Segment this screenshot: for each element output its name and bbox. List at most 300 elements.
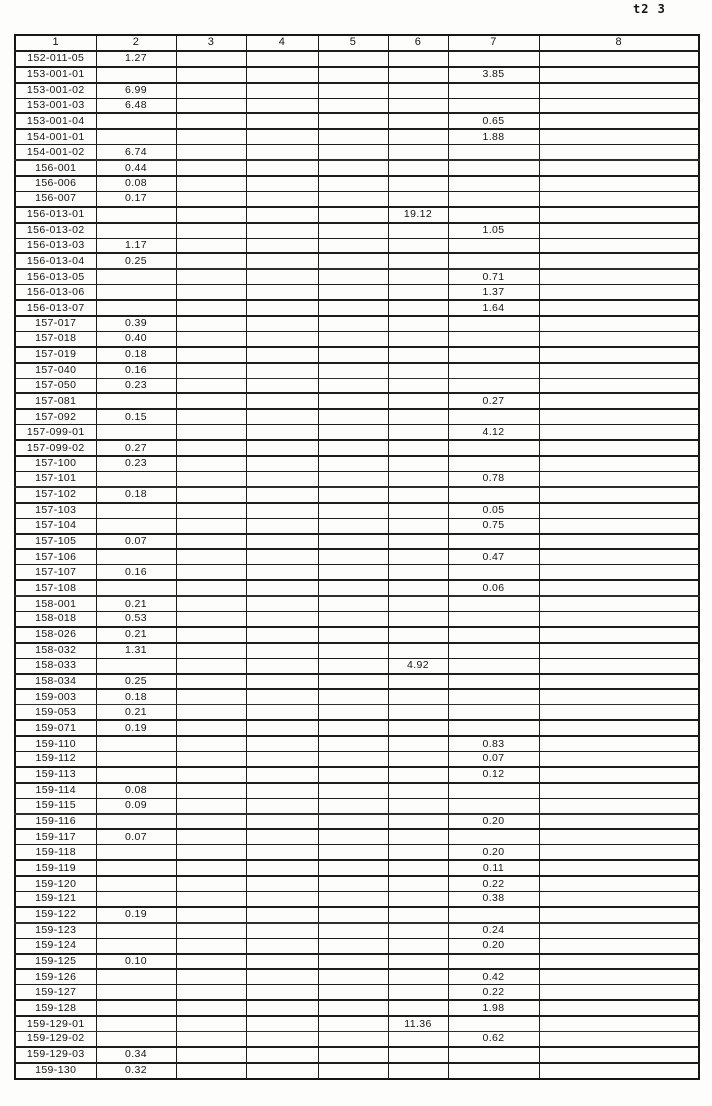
row-id-cell: 159-122: [15, 907, 96, 923]
value-cell: [539, 876, 699, 891]
value-cell: 0.09: [96, 798, 176, 813]
value-cell: [246, 409, 318, 424]
value-cell: [388, 1063, 448, 1079]
value-cell: [96, 549, 176, 564]
value-cell: [318, 860, 388, 876]
value-cell: [176, 347, 246, 363]
value-cell: [318, 440, 388, 456]
value-cell: [176, 409, 246, 424]
value-cell: [318, 938, 388, 953]
row-id-cell: 156-013-04: [15, 253, 96, 269]
value-cell: [388, 363, 448, 378]
value-cell: [539, 907, 699, 923]
table-row: [15, 98, 699, 113]
value-cell: [246, 83, 318, 98]
table-row: [15, 783, 699, 798]
value-cell: [318, 409, 388, 424]
value-cell: [448, 83, 539, 98]
row-id-cell: 159-118: [15, 845, 96, 860]
value-cell: [246, 814, 318, 830]
table-row: [15, 223, 699, 238]
value-cell: [388, 331, 448, 346]
value-cell: 6.99: [96, 83, 176, 98]
value-cell: [539, 596, 699, 611]
value-cell: [246, 689, 318, 704]
value-cell: [388, 425, 448, 440]
value-cell: [388, 860, 448, 876]
value-cell: [539, 331, 699, 346]
value-cell: [96, 129, 176, 144]
value-cell: [539, 363, 699, 378]
value-cell: [388, 285, 448, 300]
value-cell: [388, 534, 448, 550]
value-cell: [96, 518, 176, 533]
row-id-cell: 156-006: [15, 176, 96, 191]
value-cell: [96, 938, 176, 953]
value-cell: [96, 471, 176, 486]
value-cell: [318, 985, 388, 1000]
value-cell: [318, 1032, 388, 1047]
table-body: [15, 51, 699, 1079]
value-cell: [176, 113, 246, 129]
table-row: [15, 487, 699, 503]
value-cell: [176, 285, 246, 300]
value-cell: [388, 269, 448, 284]
value-cell: 0.20: [448, 938, 539, 953]
value-cell: [539, 191, 699, 206]
value-cell: [388, 238, 448, 253]
row-id-cell: 157-103: [15, 503, 96, 518]
value-cell: 3.85: [448, 67, 539, 83]
table-row: [15, 331, 699, 346]
value-cell: [448, 238, 539, 253]
column-header-2: 2: [96, 35, 176, 51]
table-row: [15, 907, 699, 923]
value-cell: [388, 969, 448, 984]
table-row: [15, 798, 699, 813]
value-cell: [448, 1063, 539, 1079]
value-cell: [246, 674, 318, 690]
value-cell: [388, 191, 448, 206]
value-cell: [318, 845, 388, 860]
value-cell: [96, 969, 176, 984]
value-cell: [539, 783, 699, 798]
value-cell: 1.37: [448, 285, 539, 300]
value-cell: [318, 798, 388, 813]
value-cell: [246, 580, 318, 596]
row-id-cell: 156-001: [15, 160, 96, 176]
value-cell: [388, 689, 448, 704]
value-cell: [448, 331, 539, 346]
value-cell: [246, 1063, 318, 1079]
value-cell: 0.05: [448, 503, 539, 518]
row-id-cell: 159-127: [15, 985, 96, 1000]
value-cell: [539, 720, 699, 736]
row-id-cell: 159-129-01: [15, 1016, 96, 1031]
row-id-cell: 159-128: [15, 1000, 96, 1016]
value-cell: 0.18: [96, 689, 176, 704]
table-row: [15, 176, 699, 191]
value-cell: [246, 985, 318, 1000]
value-cell: [246, 378, 318, 393]
value-cell: [96, 891, 176, 906]
value-cell: 1.27: [96, 51, 176, 67]
table-row: [15, 269, 699, 284]
value-cell: [318, 876, 388, 891]
value-cell: [318, 611, 388, 626]
row-id-cell: 157-050: [15, 378, 96, 393]
value-cell: [246, 253, 318, 269]
row-id-cell: 157-040: [15, 363, 96, 378]
value-cell: [176, 611, 246, 626]
value-cell: [388, 845, 448, 860]
value-cell: [176, 565, 246, 580]
value-cell: 0.65: [448, 113, 539, 129]
row-id-cell: 159-113: [15, 767, 96, 783]
value-cell: 0.53: [96, 611, 176, 626]
table-row: [15, 876, 699, 891]
value-cell: [539, 487, 699, 503]
value-cell: [176, 767, 246, 783]
value-cell: [448, 829, 539, 844]
value-cell: [318, 1000, 388, 1016]
value-cell: [176, 316, 246, 331]
row-id-cell: 159-125: [15, 954, 96, 970]
value-cell: [318, 1047, 388, 1063]
table-row: [15, 316, 699, 331]
value-cell: [318, 580, 388, 596]
value-cell: [176, 253, 246, 269]
row-id-cell: 157-081: [15, 393, 96, 409]
value-cell: [96, 658, 176, 673]
value-cell: 0.06: [448, 580, 539, 596]
row-id-cell: 159-120: [15, 876, 96, 891]
value-cell: [96, 503, 176, 518]
value-cell: [388, 1047, 448, 1063]
value-cell: [539, 145, 699, 160]
value-cell: [539, 658, 699, 673]
value-cell: [318, 596, 388, 611]
value-cell: [176, 954, 246, 970]
value-cell: [176, 300, 246, 316]
value-cell: [176, 378, 246, 393]
value-cell: [388, 440, 448, 456]
table-row: [15, 1000, 699, 1016]
row-id-cell: 153-001-01: [15, 67, 96, 83]
value-cell: 0.23: [96, 456, 176, 471]
value-cell: [388, 456, 448, 471]
table-row: [15, 207, 699, 223]
value-cell: [246, 783, 318, 798]
value-cell: [388, 1032, 448, 1047]
value-cell: [96, 736, 176, 751]
value-cell: 1.64: [448, 300, 539, 316]
value-cell: [176, 720, 246, 736]
value-cell: [448, 643, 539, 658]
value-cell: [318, 113, 388, 129]
value-cell: 1.17: [96, 238, 176, 253]
value-cell: 1.98: [448, 1000, 539, 1016]
table-row: [15, 83, 699, 98]
value-cell: [96, 207, 176, 223]
value-cell: 0.12: [448, 767, 539, 783]
value-cell: [539, 300, 699, 316]
value-cell: [539, 378, 699, 393]
table-row: [15, 363, 699, 378]
value-cell: [318, 471, 388, 486]
value-cell: [539, 938, 699, 953]
value-cell: [539, 160, 699, 176]
value-cell: [388, 783, 448, 798]
value-cell: [96, 300, 176, 316]
value-cell: 0.38: [448, 891, 539, 906]
row-id-cell: 159-071: [15, 720, 96, 736]
value-cell: [246, 300, 318, 316]
row-id-cell: 159-124: [15, 938, 96, 953]
value-cell: [96, 223, 176, 238]
value-cell: [246, 425, 318, 440]
row-id-cell: 158-001: [15, 596, 96, 611]
value-cell: [539, 627, 699, 643]
value-cell: [246, 207, 318, 223]
row-id-cell: 157-102: [15, 487, 96, 503]
value-cell: 0.34: [96, 1047, 176, 1063]
value-cell: [318, 191, 388, 206]
value-cell: 0.19: [96, 907, 176, 923]
table-row: [15, 954, 699, 970]
value-cell: [318, 503, 388, 518]
row-id-cell: 156-013-06: [15, 285, 96, 300]
value-cell: [246, 627, 318, 643]
value-cell: [388, 1000, 448, 1016]
row-id-cell: 158-032: [15, 643, 96, 658]
table-row: [15, 456, 699, 471]
value-cell: [318, 425, 388, 440]
value-cell: [176, 1016, 246, 1031]
value-cell: [318, 549, 388, 564]
row-id-cell: 157-019: [15, 347, 96, 363]
value-cell: [448, 565, 539, 580]
value-cell: [388, 253, 448, 269]
table-row: [15, 596, 699, 611]
value-cell: [246, 1047, 318, 1063]
value-cell: [318, 814, 388, 830]
value-cell: [176, 191, 246, 206]
value-cell: [176, 363, 246, 378]
value-cell: [176, 269, 246, 284]
value-cell: [388, 67, 448, 83]
row-id-cell: 159-126: [15, 969, 96, 984]
value-cell: [388, 814, 448, 830]
table-row: [15, 347, 699, 363]
row-id-cell: 153-001-02: [15, 83, 96, 98]
value-cell: [539, 1047, 699, 1063]
row-id-cell: 156-013-07: [15, 300, 96, 316]
row-id-cell: 156-013-05: [15, 269, 96, 284]
row-id-cell: 159-053: [15, 705, 96, 720]
value-cell: [539, 565, 699, 580]
value-cell: [176, 83, 246, 98]
value-cell: 0.15: [96, 409, 176, 424]
value-cell: [448, 907, 539, 923]
value-cell: [448, 1047, 539, 1063]
value-cell: [318, 285, 388, 300]
value-cell: [176, 518, 246, 533]
row-id-cell: 157-100: [15, 456, 96, 471]
value-cell: [176, 51, 246, 67]
table-row: [15, 160, 699, 176]
value-cell: [448, 954, 539, 970]
value-cell: [539, 207, 699, 223]
table-row: [15, 145, 699, 160]
value-cell: [539, 1016, 699, 1031]
value-cell: [388, 705, 448, 720]
value-cell: [539, 798, 699, 813]
value-cell: [96, 751, 176, 766]
value-cell: [176, 440, 246, 456]
value-cell: 0.21: [96, 596, 176, 611]
value-cell: [176, 814, 246, 830]
value-cell: [318, 487, 388, 503]
value-cell: 0.18: [96, 347, 176, 363]
value-cell: [246, 907, 318, 923]
value-cell: [176, 223, 246, 238]
value-cell: [246, 316, 318, 331]
value-cell: [539, 923, 699, 938]
value-cell: [246, 658, 318, 673]
table-row: [15, 736, 699, 751]
value-cell: [246, 98, 318, 113]
table-row: [15, 300, 699, 316]
table-row: [15, 471, 699, 486]
value-cell: [388, 985, 448, 1000]
value-cell: [176, 829, 246, 844]
value-cell: [176, 1032, 246, 1047]
table-row: [15, 191, 699, 206]
table-row: [15, 767, 699, 783]
value-cell: [539, 316, 699, 331]
row-id-cell: 153-001-04: [15, 113, 96, 129]
row-id-cell: 158-026: [15, 627, 96, 643]
value-cell: [176, 658, 246, 673]
row-id-cell: 156-013-03: [15, 238, 96, 253]
value-cell: [318, 923, 388, 938]
row-id-cell: 159-119: [15, 860, 96, 876]
table-row: [15, 518, 699, 533]
value-cell: [539, 534, 699, 550]
value-cell: [448, 253, 539, 269]
value-cell: [539, 860, 699, 876]
value-cell: [388, 300, 448, 316]
value-cell: [246, 471, 318, 486]
value-cell: [176, 596, 246, 611]
value-cell: [246, 1016, 318, 1031]
value-cell: [96, 985, 176, 1000]
value-cell: [318, 767, 388, 783]
row-id-cell: 157-099-02: [15, 440, 96, 456]
value-cell: [388, 487, 448, 503]
row-id-cell: 158-034: [15, 674, 96, 690]
value-cell: [246, 767, 318, 783]
value-cell: [539, 705, 699, 720]
value-cell: [448, 316, 539, 331]
value-cell: 0.24: [448, 923, 539, 938]
row-id-cell: 159-114: [15, 783, 96, 798]
value-cell: [318, 207, 388, 223]
value-cell: 0.20: [448, 814, 539, 830]
value-cell: 0.17: [96, 191, 176, 206]
table-row: [15, 845, 699, 860]
value-cell: [318, 705, 388, 720]
value-cell: 0.08: [96, 176, 176, 191]
table-row: [15, 1047, 699, 1063]
page-annotation: t2 3: [633, 2, 666, 16]
value-cell: [176, 751, 246, 766]
value-cell: [96, 67, 176, 83]
value-cell: [539, 969, 699, 984]
value-cell: [388, 393, 448, 409]
value-cell: [96, 876, 176, 891]
value-cell: [246, 876, 318, 891]
value-cell: [246, 269, 318, 284]
row-id-cell: 157-106: [15, 549, 96, 564]
value-cell: [388, 751, 448, 766]
value-cell: [176, 534, 246, 550]
value-cell: 0.42: [448, 969, 539, 984]
column-header-8: 8: [539, 35, 699, 51]
value-cell: [176, 736, 246, 751]
value-cell: [318, 534, 388, 550]
value-cell: [246, 393, 318, 409]
value-cell: [388, 736, 448, 751]
value-cell: [448, 98, 539, 113]
value-cell: [176, 985, 246, 1000]
value-cell: 0.07: [96, 534, 176, 550]
value-cell: [388, 176, 448, 191]
value-cell: [448, 378, 539, 393]
value-cell: 0.21: [96, 627, 176, 643]
value-cell: [318, 456, 388, 471]
value-cell: [246, 51, 318, 67]
row-id-cell: 159-129-02: [15, 1032, 96, 1047]
table-row: [15, 689, 699, 704]
value-cell: [318, 658, 388, 673]
value-cell: [318, 223, 388, 238]
value-cell: [246, 456, 318, 471]
value-cell: [246, 1000, 318, 1016]
row-id-cell: 157-099-01: [15, 425, 96, 440]
value-cell: [388, 471, 448, 486]
value-cell: 1.05: [448, 223, 539, 238]
value-cell: [539, 845, 699, 860]
value-cell: [448, 363, 539, 378]
value-cell: [388, 503, 448, 518]
row-id-cell: 157-092: [15, 409, 96, 424]
value-cell: 0.78: [448, 471, 539, 486]
value-cell: [246, 67, 318, 83]
value-cell: [539, 814, 699, 830]
value-cell: [539, 1032, 699, 1047]
value-cell: 0.22: [448, 985, 539, 1000]
row-id-cell: 156-013-01: [15, 207, 96, 223]
value-cell: [176, 907, 246, 923]
value-cell: [539, 1000, 699, 1016]
value-cell: [539, 269, 699, 284]
table-row: [15, 720, 699, 736]
value-cell: 0.18: [96, 487, 176, 503]
value-cell: [246, 176, 318, 191]
value-cell: 0.07: [448, 751, 539, 766]
